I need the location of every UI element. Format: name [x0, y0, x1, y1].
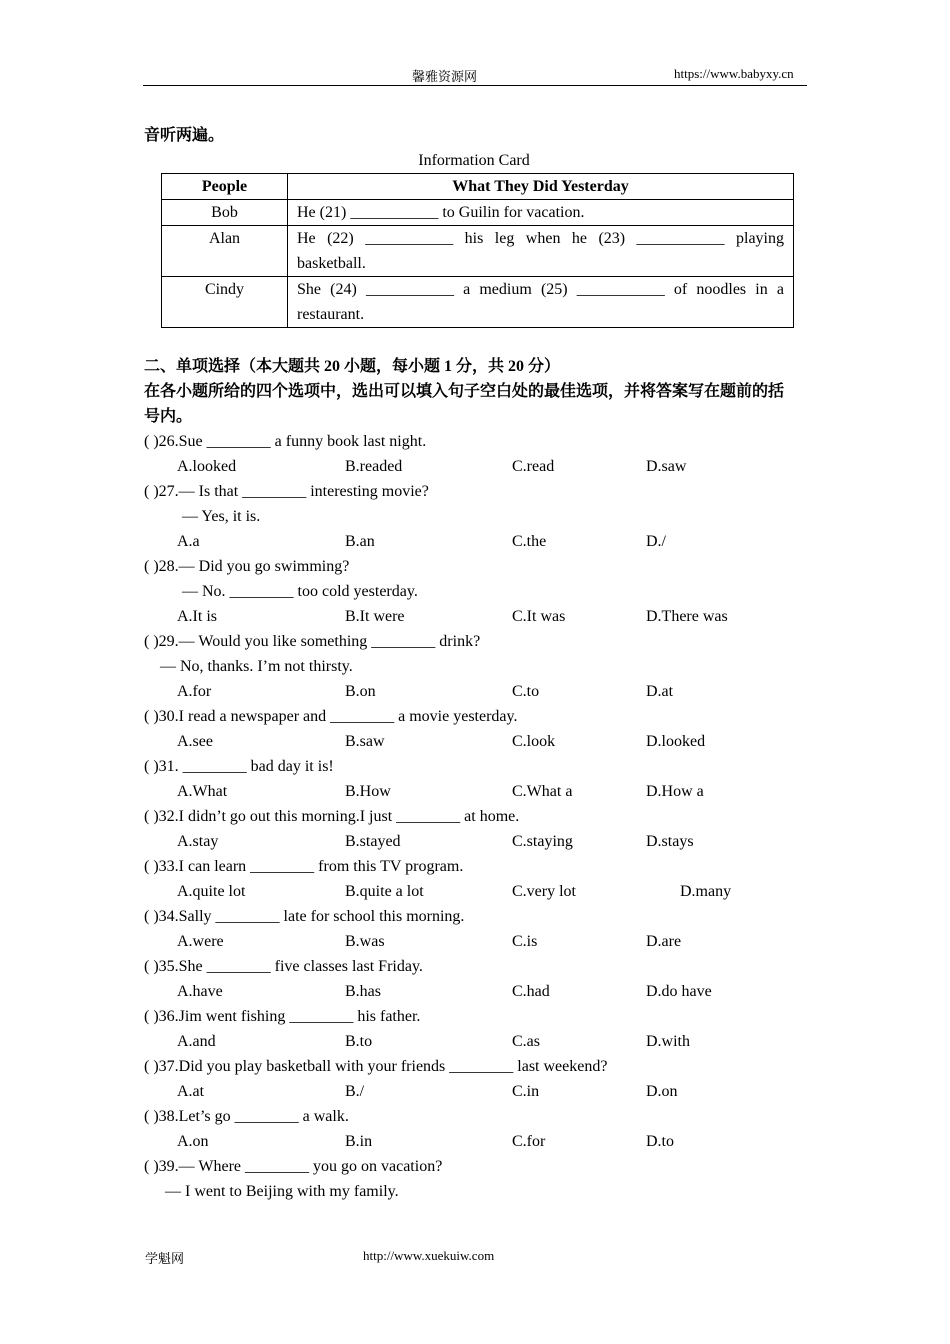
- option-c[interactable]: C.staying: [512, 833, 573, 850]
- header-rule: [143, 85, 807, 86]
- page-content: [144, 123, 808, 1204]
- footer-site-name: 学魁网: [145, 1251, 185, 1266]
- option-a[interactable]: A.at: [177, 1083, 205, 1100]
- answer-options: [144, 729, 808, 754]
- table-header-row: [162, 174, 794, 200]
- section-instruction: 在各小题所给的四个选项中，选出可以填入句子空白处的最佳选项，并将答案写在题前的括: [144, 383, 785, 400]
- option-d[interactable]: D.There was: [646, 608, 728, 625]
- answer-options: [144, 679, 808, 704]
- header-site-name: 馨雅资源网: [412, 69, 478, 84]
- option-b[interactable]: B.on: [345, 683, 376, 700]
- option-a[interactable]: A.on: [177, 1133, 209, 1150]
- option-d[interactable]: D.are: [646, 933, 682, 950]
- option-a[interactable]: A.quite lot: [177, 883, 246, 900]
- question-stem: ( )36.Jim went fishing ________ his father.: [144, 1008, 421, 1025]
- information-card-table: [161, 173, 794, 328]
- option-d[interactable]: D.many: [680, 883, 732, 900]
- option-d[interactable]: D.to: [646, 1133, 674, 1150]
- column-header-people: People: [162, 174, 288, 200]
- option-c[interactable]: C.look: [512, 733, 556, 750]
- option-d[interactable]: D.stays: [646, 833, 694, 850]
- question-stem: ( )37.Did you play basketball with your friends ________ last weekend?: [144, 1058, 608, 1075]
- option-a[interactable]: A.stay: [177, 833, 219, 850]
- column-header-what: What They Did Yesterday: [288, 174, 794, 200]
- row-name: Alan: [162, 226, 288, 277]
- option-a[interactable]: A.looked: [177, 458, 237, 475]
- option-b[interactable]: B.It were: [345, 608, 405, 625]
- option-d[interactable]: D.looked: [646, 733, 706, 750]
- row-text: He (22) ___________ his leg when he (23) ___________ playing basketball.: [288, 226, 794, 277]
- option-b[interactable]: B.quite a lot: [345, 883, 424, 900]
- option-b[interactable]: B.saw: [345, 733, 385, 750]
- answer-options: [144, 1129, 808, 1154]
- option-b[interactable]: B.to: [345, 1033, 373, 1050]
- row-text: He (21) ___________ to Guilin for vacation.: [288, 200, 794, 226]
- option-a[interactable]: A.see: [177, 733, 213, 750]
- option-b[interactable]: B.readed: [345, 458, 403, 475]
- row-name: Bob: [162, 200, 288, 226]
- option-b[interactable]: B.has: [345, 983, 381, 1000]
- row-name: Cindy: [162, 277, 288, 328]
- option-a[interactable]: A.were: [177, 933, 224, 950]
- option-d[interactable]: D.on: [646, 1083, 678, 1100]
- info-card-title: Information Card: [418, 152, 530, 169]
- answer-options: [144, 979, 808, 1004]
- option-b[interactable]: B.in: [345, 1133, 373, 1150]
- answer-options: [144, 1029, 808, 1054]
- option-a[interactable]: A.have: [177, 983, 223, 1000]
- question-stem: ( )32.I didn’t go out this morning.I just ________ at home.: [144, 808, 520, 825]
- answer-options: [144, 454, 808, 479]
- question-stem: ( )35.She ________ five classes last Friday.: [144, 958, 423, 975]
- option-c[interactable]: C.in: [512, 1083, 540, 1100]
- question-list: [144, 429, 808, 1204]
- section-instruction-end: 号内。: [144, 408, 193, 425]
- question-stem: ( )31. ________ bad day it is!: [144, 758, 334, 775]
- option-c[interactable]: C.very lot: [512, 883, 576, 900]
- question-stem: ( )39.— Where ________ you go on vacation?: [144, 1158, 443, 1175]
- option-d[interactable]: D./: [646, 533, 666, 550]
- answer-options: [144, 879, 808, 904]
- question-stem: ( )26.Sue ________ a funny book last night.: [144, 433, 427, 450]
- table-row: [162, 226, 794, 277]
- question-stem: ( )29.— Would you like something ________ drink?: [144, 633, 481, 650]
- option-a[interactable]: A.a: [177, 533, 200, 550]
- question-stem: ( )28.— Did you go swimming?: [144, 558, 350, 575]
- answer-options: [144, 779, 808, 804]
- question-reply: — Yes, it is.: [182, 508, 261, 525]
- footer-url[interactable]: http://www.xuekuiw.com: [363, 1248, 495, 1263]
- question-reply: — No, thanks. I’m not thirsty.: [160, 658, 353, 675]
- option-b[interactable]: B./: [345, 1083, 365, 1100]
- question-reply: — I went to Beijing with my family.: [165, 1183, 399, 1200]
- option-c[interactable]: C.had: [512, 983, 550, 1000]
- table-row: [162, 277, 794, 328]
- answer-options: [144, 1079, 808, 1104]
- option-a[interactable]: A.and: [177, 1033, 216, 1050]
- option-c[interactable]: C.to: [512, 683, 540, 700]
- option-d[interactable]: D.with: [646, 1033, 690, 1050]
- option-c[interactable]: C.the: [512, 533, 547, 550]
- option-c[interactable]: C.It was: [512, 608, 566, 625]
- option-a[interactable]: A.for: [177, 683, 212, 700]
- question-reply: — No. ________ too cold yesterday.: [182, 583, 418, 600]
- option-b[interactable]: B.was: [345, 933, 385, 950]
- row-text: She (24) ___________ a medium (25) ___________ of noodles in a restaurant.: [288, 277, 794, 328]
- option-c[interactable]: C.for: [512, 1133, 546, 1150]
- option-c[interactable]: C.What a: [512, 783, 573, 800]
- option-d[interactable]: D.do have: [646, 983, 712, 1000]
- option-c[interactable]: C.is: [512, 933, 538, 950]
- option-d[interactable]: D.How a: [646, 783, 704, 800]
- question-stem: ( )27.— Is that ________ interesting movie?: [144, 483, 429, 500]
- option-b[interactable]: B.stayed: [345, 833, 401, 850]
- answer-options: [144, 604, 808, 629]
- listening-instruction-tail: 音听两遍。: [144, 127, 225, 144]
- option-b[interactable]: B.an: [345, 533, 375, 550]
- answer-options: [144, 929, 808, 954]
- section-heading: 二、单项选择（本大题共 20 小题，每小题 1 分，共 20 分）: [144, 358, 561, 375]
- answer-options: [144, 529, 808, 554]
- spacer: [144, 328, 808, 354]
- option-c[interactable]: C.as: [512, 1033, 540, 1050]
- option-c[interactable]: C.read: [512, 458, 555, 475]
- table-row: [162, 200, 794, 226]
- question-stem: ( )34.Sally ________ late for school this morning.: [144, 908, 465, 925]
- question-stem: ( )38.Let’s go ________ a walk.: [144, 1108, 349, 1125]
- question-stem: ( )30.I read a newspaper and ________ a movie yesterday.: [144, 708, 518, 725]
- option-a[interactable]: A.What: [177, 783, 228, 800]
- question-stem: ( )33.I can learn ________ from this TV program.: [144, 858, 464, 875]
- answer-options: [144, 829, 808, 854]
- header-site-url[interactable]: https://www.babyxy.cn: [674, 66, 794, 81]
- option-b[interactable]: B.How: [345, 783, 391, 800]
- option-a[interactable]: A.It is: [177, 608, 217, 625]
- option-d[interactable]: D.at: [646, 683, 674, 700]
- option-d[interactable]: D.saw: [646, 458, 687, 475]
